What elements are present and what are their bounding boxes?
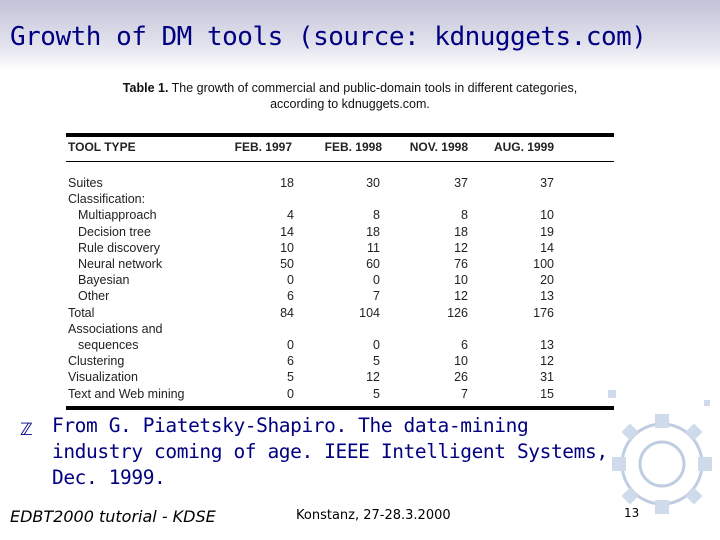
row-value: 15 bbox=[540, 386, 554, 401]
table-row bbox=[66, 176, 614, 192]
table-row bbox=[66, 354, 614, 370]
row-value: 0 bbox=[373, 338, 380, 352]
header-feb-1997: FEB. 1997 bbox=[234, 140, 292, 154]
row-value: 6 bbox=[461, 338, 468, 352]
caption-text-2: according to kdnuggets.com. bbox=[270, 97, 430, 111]
row-label: sequences bbox=[78, 338, 139, 352]
row-value: 50 bbox=[280, 257, 294, 271]
table-row bbox=[66, 241, 614, 257]
table-row bbox=[66, 273, 614, 289]
row-value: 10 bbox=[454, 354, 468, 369]
caption-text-1: The growth of commercial and public-domain tools in different categories, bbox=[171, 81, 578, 95]
row-value: 0 bbox=[287, 386, 294, 401]
row-value: 4 bbox=[287, 208, 294, 223]
row-value: 12 bbox=[540, 354, 554, 369]
row-value: 13 bbox=[540, 289, 554, 304]
row-value: 7 bbox=[373, 289, 380, 304]
z-bullet-icon: ℤ bbox=[20, 420, 33, 440]
table-row bbox=[66, 289, 614, 305]
reference-line-3: Dec. 1999. bbox=[52, 466, 166, 489]
row-value: 18 bbox=[280, 176, 294, 190]
row-label: Associations and bbox=[68, 321, 163, 336]
row-value: 126 bbox=[447, 305, 468, 320]
row-value: 20 bbox=[540, 273, 554, 288]
row-value: 14 bbox=[540, 240, 554, 255]
row-value: 5 bbox=[373, 386, 380, 401]
footer-location-date: Konstanz, 27-28.3.2000 bbox=[296, 508, 451, 523]
row-label: Text and Web mining bbox=[68, 386, 185, 401]
header-aug-1999: AUG. 1999 bbox=[493, 140, 554, 154]
table-row bbox=[66, 370, 614, 386]
table-row bbox=[66, 208, 614, 224]
row-value: 6 bbox=[287, 289, 294, 304]
row-value: 0 bbox=[287, 338, 294, 352]
row-value: 14 bbox=[280, 224, 294, 239]
row-value: 0 bbox=[287, 273, 294, 288]
row-value: 37 bbox=[454, 176, 468, 190]
row-value: 104 bbox=[359, 305, 380, 320]
table-header-rule bbox=[66, 161, 614, 162]
row-value: 31 bbox=[540, 370, 554, 385]
footer-tutorial: EDBT2000 tutorial - KDSE bbox=[10, 507, 216, 526]
row-value: 0 bbox=[373, 273, 380, 288]
table-row bbox=[66, 322, 614, 338]
table-row bbox=[66, 338, 614, 354]
row-value: 8 bbox=[373, 208, 380, 223]
row-value: 10 bbox=[540, 208, 554, 223]
row-label: Visualization bbox=[68, 370, 138, 385]
row-value: 30 bbox=[366, 176, 380, 190]
slide-title: Growth of DM tools (source: kdnuggets.com) bbox=[10, 22, 647, 52]
header-feb-1998: FEB. 1998 bbox=[324, 140, 382, 154]
row-value: 76 bbox=[454, 257, 468, 271]
row-label: Multiapproach bbox=[78, 208, 157, 223]
table-row bbox=[66, 306, 614, 322]
reference-text bbox=[52, 413, 652, 491]
row-value: 11 bbox=[367, 240, 380, 255]
table-row bbox=[66, 257, 614, 273]
row-label: Rule discovery bbox=[78, 240, 160, 255]
row-value: 84 bbox=[280, 305, 294, 320]
header-nov-1998: NOV. 1998 bbox=[409, 140, 468, 154]
row-value: 18 bbox=[454, 224, 468, 239]
table-row bbox=[66, 387, 614, 403]
row-value: 19 bbox=[540, 224, 554, 239]
row-value: 7 bbox=[461, 386, 468, 401]
row-value: 13 bbox=[540, 338, 554, 352]
row-value: 10 bbox=[280, 240, 294, 255]
row-value: 10 bbox=[454, 273, 468, 288]
row-value: 26 bbox=[454, 370, 468, 385]
table-row bbox=[66, 192, 614, 208]
row-label: Clustering bbox=[68, 354, 125, 369]
row-value: 12 bbox=[366, 370, 380, 385]
row-value: 176 bbox=[533, 305, 554, 320]
row-value: 12 bbox=[454, 289, 468, 304]
table-row bbox=[66, 225, 614, 241]
reference-line-2: industry coming of age. IEEE Intelligent Systems, bbox=[52, 440, 608, 463]
row-value: 60 bbox=[366, 257, 380, 271]
row-label: Neural network bbox=[78, 257, 163, 271]
gear-logo-icon bbox=[600, 380, 720, 540]
reference-line-1: From G. Piatetsky-Shapiro. The data-mining bbox=[52, 414, 529, 437]
row-value: 18 bbox=[366, 224, 380, 239]
row-value: 37 bbox=[540, 176, 554, 190]
row-label: Decision tree bbox=[78, 224, 151, 239]
row-value: 5 bbox=[287, 370, 294, 385]
row-label: Classification: bbox=[68, 192, 146, 207]
row-label: Other bbox=[78, 289, 110, 304]
caption-label: Table 1. bbox=[122, 81, 169, 95]
row-value: 8 bbox=[461, 208, 468, 223]
table-top-rule bbox=[66, 133, 614, 137]
header-tool-type: TOOL TYPE bbox=[68, 140, 136, 154]
table-bottom-rule bbox=[66, 406, 614, 410]
row-value: 12 bbox=[454, 240, 468, 255]
row-label: Bayesian bbox=[78, 273, 130, 288]
row-value: 100 bbox=[533, 257, 554, 271]
table-caption bbox=[0, 80, 700, 112]
row-value: 5 bbox=[373, 354, 380, 369]
row-label: Total bbox=[68, 305, 95, 320]
row-value: 6 bbox=[287, 354, 294, 369]
page-number: 13 bbox=[624, 506, 640, 520]
row-label: Suites bbox=[68, 176, 103, 190]
